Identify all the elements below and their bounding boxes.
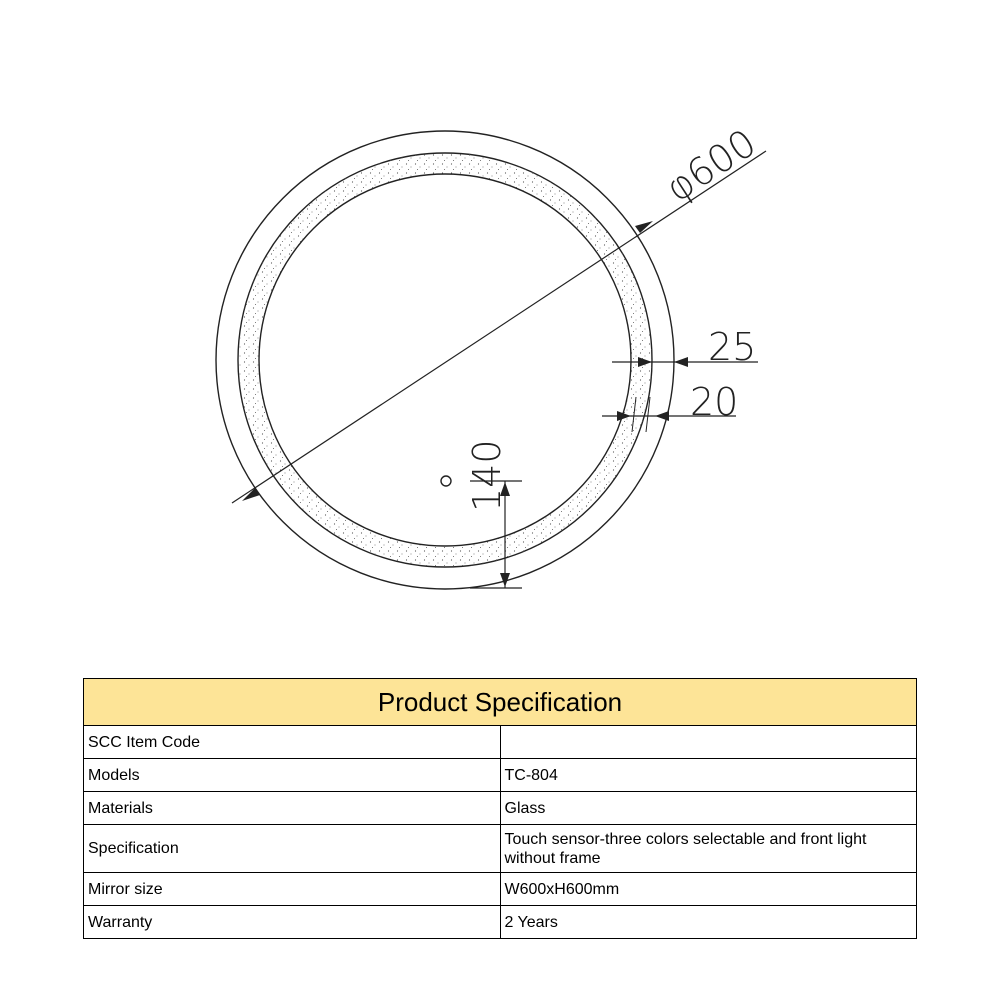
mirror-outer-edge [216, 131, 674, 589]
spec-value: Glass [500, 792, 917, 825]
led-light-band [249, 164, 642, 557]
product-specification-table [83, 678, 917, 939]
spec-value [500, 726, 917, 759]
spec-value: 2 Years [500, 906, 917, 939]
spec-value: TC-804 [500, 759, 917, 792]
spec-label: SCC Item Code [84, 726, 501, 759]
dim-25-label: 25 [708, 325, 757, 369]
touch-sensor-icon [441, 476, 451, 486]
spec-table-title: Product Specification [84, 679, 917, 726]
spec-value: Touch sensor-three colors selectable and front light without frame [500, 825, 917, 873]
spec-row-materials [84, 792, 917, 825]
spec-label: Materials [84, 792, 501, 825]
spec-value: W600xH600mm [500, 873, 917, 906]
spec-label: Warranty [84, 906, 501, 939]
spec-label: Models [84, 759, 501, 792]
spec-row-specification [84, 825, 917, 873]
spec-row-warranty [84, 906, 917, 939]
spec-label: Specification [84, 825, 501, 873]
dim-20-arrow-right [655, 411, 669, 421]
dim-20-label: 20 [690, 380, 739, 424]
spec-row-mirror-size [84, 873, 917, 906]
spec-row-models [84, 759, 917, 792]
spec-label: Mirror size [84, 873, 501, 906]
light-band-inner-edge [259, 174, 631, 546]
spec-row-scc-item-code [84, 726, 917, 759]
dim-140-label: 140 [465, 439, 509, 512]
dim-25-arrow-right [674, 357, 688, 367]
diameter-label: φ600 [657, 120, 764, 211]
